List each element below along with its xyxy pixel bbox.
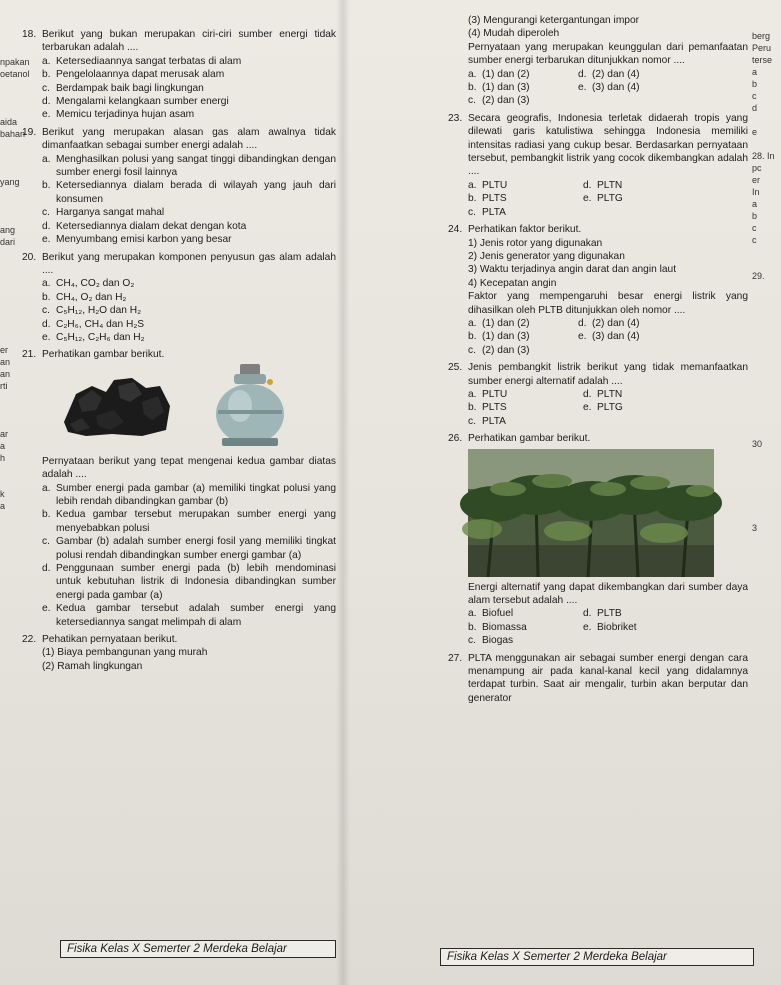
question-number: 26. bbox=[448, 433, 463, 445]
right-column bbox=[448, 14, 748, 709]
option-text: Pengelolaannya dapat merusak alam bbox=[56, 69, 225, 81]
option[interactable] bbox=[468, 94, 578, 107]
edge-fragment: a bbox=[0, 501, 6, 511]
option-row bbox=[448, 330, 748, 343]
edge-fragment bbox=[752, 114, 781, 126]
option-letter: c. bbox=[42, 207, 50, 219]
option-letter: b. bbox=[468, 331, 477, 343]
option[interactable] bbox=[22, 179, 336, 206]
option-text: Menyumbang emisi karbon yang besar bbox=[56, 234, 232, 246]
option-text: PLTS bbox=[482, 402, 507, 414]
option[interactable] bbox=[22, 95, 336, 108]
option-letter: a. bbox=[42, 482, 51, 494]
edge-fragment: rti bbox=[0, 381, 8, 391]
option-letter: d. bbox=[578, 317, 587, 329]
option-letter: b. bbox=[42, 291, 51, 303]
option-letter: e. bbox=[583, 621, 592, 633]
option[interactable] bbox=[578, 317, 688, 330]
option-row bbox=[448, 179, 748, 192]
edge-fragment bbox=[0, 92, 20, 104]
edge-fragment bbox=[752, 342, 781, 354]
option-text: Biobriket bbox=[597, 621, 637, 633]
edge-fragment: In bbox=[752, 187, 760, 197]
question-number: 20. bbox=[22, 251, 37, 263]
option[interactable] bbox=[22, 508, 336, 535]
edge-fragment: c bbox=[752, 223, 757, 233]
option-letter: d. bbox=[42, 318, 51, 330]
edge-fragment: oetanol bbox=[0, 69, 30, 79]
option-row bbox=[448, 415, 748, 428]
edge-fragment: ang bbox=[0, 225, 16, 235]
option-row bbox=[448, 206, 748, 219]
option-letter: d. bbox=[578, 68, 587, 80]
question-24 bbox=[448, 223, 748, 357]
factor-item: 3) Waktu terjadinya angin darat dan angin laut bbox=[468, 264, 677, 276]
edge-fragment: terse bbox=[752, 55, 773, 65]
option-text: Gambar (b) adalah sumber energi fosil yang memiliki tingkat polusi rendah dibandingkan sumber energi gambar (a) bbox=[56, 536, 336, 561]
option-text: (1) dan (2) bbox=[482, 317, 530, 329]
option[interactable] bbox=[468, 401, 583, 414]
option[interactable] bbox=[468, 179, 583, 192]
option-letter: b. bbox=[42, 69, 51, 81]
edge-fragment bbox=[0, 392, 20, 404]
edge-fragment: 30 bbox=[752, 439, 763, 449]
option-row bbox=[448, 401, 748, 414]
question-19 bbox=[22, 126, 336, 247]
edge-fragment bbox=[752, 366, 781, 378]
option[interactable] bbox=[583, 179, 698, 192]
edge-fragment bbox=[0, 104, 20, 116]
factor-item: 4) Kecepatan angin bbox=[468, 277, 557, 289]
edge-fragment bbox=[0, 152, 20, 164]
edge-fragment bbox=[752, 282, 781, 294]
option-letter: d. bbox=[583, 388, 592, 400]
option[interactable] bbox=[468, 206, 583, 219]
statement-item: (1) Biaya pembangunan yang murah bbox=[42, 647, 208, 659]
edge-fragment bbox=[0, 212, 20, 224]
question-number: 19. bbox=[22, 126, 37, 138]
edge-fragment: b bbox=[752, 79, 758, 89]
edge-fragment: h bbox=[0, 453, 6, 463]
option-letter: b. bbox=[468, 193, 477, 205]
question-stem: PLTA menggunakan air sebagai sumber energi dengan cara menampung air pada kanal-kanal kecil yang didalamnya terdapat turbin. Saat air mengalir, turbin akan berputar dan generator bbox=[468, 652, 748, 704]
option-letter: c. bbox=[468, 206, 476, 218]
option-text: Kedua gambar tersebut adalah sumber energi yang ketersediannya sangat melimpah di alam bbox=[56, 603, 336, 628]
question-stem: Secara geografis, Indonesia terletak didaerah tropis yang dilewati garis katulistiwa sehingga Indonesia memiliki intensitas radiasi yang cukup besar. Berdasarkan pernyataan tersebut, pembangkit listrik yang cocok dikembangkan adalah .... bbox=[468, 112, 748, 178]
option-text: PLTN bbox=[597, 179, 623, 191]
option-letter: d. bbox=[42, 96, 51, 108]
option-text: (1) dan (3) bbox=[482, 331, 530, 343]
option[interactable] bbox=[22, 55, 336, 68]
factor-item: 1) Jenis rotor yang digunakan bbox=[468, 237, 603, 249]
edge-fragment bbox=[0, 248, 20, 260]
option-text: PLTU bbox=[482, 179, 508, 191]
palm-plantation-image bbox=[468, 449, 714, 577]
option-text: Biofuel bbox=[482, 608, 514, 620]
edge-fragment bbox=[0, 416, 20, 428]
option-letter: a. bbox=[468, 317, 477, 329]
option-letter: d. bbox=[583, 179, 592, 191]
option-text: (2) dan (4) bbox=[592, 317, 640, 329]
option-text: PLTN bbox=[597, 388, 623, 400]
question-number: 23. bbox=[448, 112, 463, 124]
edge-fragment: c bbox=[752, 235, 757, 245]
edge-fragment bbox=[752, 498, 781, 510]
option-letter: d. bbox=[42, 220, 51, 232]
option-text: (3) dan (4) bbox=[592, 82, 640, 94]
question-27 bbox=[448, 652, 748, 706]
option-text: (1) dan (2) bbox=[482, 68, 530, 80]
question-18 bbox=[22, 28, 336, 122]
option-text: C₅H₁₂, C₂H₆ dan H₂ bbox=[56, 331, 145, 343]
option-text: Biogas bbox=[482, 635, 514, 647]
edge-fragment: berg bbox=[752, 31, 771, 41]
option-text: (2) dan (3) bbox=[482, 95, 530, 107]
edge-fragment: 3 bbox=[752, 523, 758, 533]
option-text: C₅H₁₂, H₂O dan H₂ bbox=[56, 305, 142, 317]
option-row bbox=[448, 388, 748, 401]
option-letter: e. bbox=[583, 402, 592, 414]
edge-fragment: ar bbox=[0, 429, 9, 439]
option[interactable] bbox=[578, 81, 688, 94]
option-text: Sumber energi pada gambar (a) memiliki tingkat polusi yang lebih rendah dibandingkan gambar (b) bbox=[56, 482, 336, 507]
option-text: PLTA bbox=[482, 415, 506, 427]
option-letter: e. bbox=[578, 82, 587, 94]
edge-fragment bbox=[0, 476, 20, 488]
option-text: CH₄, CO₂ dan O₂ bbox=[56, 278, 135, 290]
option-letter: d. bbox=[42, 563, 51, 574]
option-letter: c. bbox=[468, 415, 476, 427]
edge-fragment bbox=[752, 510, 781, 522]
statement-item: (3) Mengurangi ketergantungan impor bbox=[468, 15, 640, 26]
option-row bbox=[448, 94, 748, 107]
option-letter: a. bbox=[42, 278, 51, 290]
option-text: Ketersediaannya sangat terbatas di alam bbox=[56, 55, 242, 67]
edge-fragment bbox=[0, 80, 20, 92]
option[interactable] bbox=[583, 192, 698, 205]
option-letter: a. bbox=[42, 153, 51, 165]
option[interactable] bbox=[468, 634, 583, 647]
factor-item: 2) Jenis generator yang digunakan bbox=[468, 250, 625, 262]
edge-fragment: yang bbox=[0, 177, 20, 187]
edge-fragment bbox=[752, 450, 781, 462]
option[interactable] bbox=[22, 206, 336, 219]
gas-cylinder-image bbox=[210, 364, 290, 446]
edge-fragment: aida bbox=[0, 117, 18, 127]
edge-fragment: dari bbox=[0, 237, 16, 247]
edge-fragment: bahan bbox=[0, 129, 26, 139]
edge-fragment bbox=[752, 138, 781, 150]
option-letter: a. bbox=[468, 388, 477, 400]
edge-fragment bbox=[0, 164, 20, 176]
option-letter: e. bbox=[42, 603, 51, 615]
edge-fragment bbox=[752, 474, 781, 486]
option-letter: a. bbox=[42, 55, 51, 67]
option[interactable] bbox=[22, 318, 336, 331]
footer-left: Fisika Kelas X Semerter 2 Merdeka Belajar bbox=[60, 940, 336, 958]
option[interactable] bbox=[468, 621, 583, 634]
edge-fragment: Peru bbox=[752, 43, 772, 53]
option-letter: a. bbox=[468, 68, 477, 80]
edge-fragment bbox=[752, 486, 781, 498]
option[interactable] bbox=[22, 331, 336, 344]
option-letter: b. bbox=[42, 509, 51, 521]
question-stem: Berikut yang merupakan alasan gas alam awalnya tidak dimanfaatkan sebagai sumber energi adalah .... bbox=[42, 126, 336, 152]
option[interactable] bbox=[22, 535, 336, 562]
question-stem: Perhatikan gambar berikut. bbox=[468, 433, 591, 445]
page-crease bbox=[336, 0, 350, 985]
edge-fragment: a bbox=[752, 67, 758, 77]
question-stem: Perhatikan gambar berikut. bbox=[42, 349, 165, 361]
question-stem: Pehatikan pernyataan berikut. bbox=[42, 634, 178, 646]
question-number: 21. bbox=[22, 349, 37, 361]
footer-right: Fisika Kelas X Semerter 2 Merdeka Belajar bbox=[440, 948, 754, 966]
right-edge-fragments bbox=[752, 30, 781, 534]
edge-fragment bbox=[752, 462, 781, 474]
question-23 bbox=[448, 112, 748, 219]
option-letter: a. bbox=[468, 608, 477, 620]
edge-fragment bbox=[752, 414, 781, 426]
question-number: 22. bbox=[22, 634, 37, 646]
option-text: PLTG bbox=[597, 402, 623, 414]
edge-fragment bbox=[752, 354, 781, 366]
question-26 bbox=[448, 432, 748, 647]
edge-fragment: e bbox=[752, 127, 758, 137]
edge-fragment: b bbox=[752, 211, 758, 221]
option-text: (3) dan (4) bbox=[592, 331, 640, 343]
question-21 bbox=[22, 348, 336, 629]
edge-fragment bbox=[0, 464, 20, 476]
edge-fragment bbox=[0, 260, 20, 272]
option-letter: e. bbox=[583, 193, 592, 205]
option[interactable] bbox=[468, 344, 578, 357]
edge-fragment: er bbox=[752, 175, 761, 185]
edge-fragment: 28. In bbox=[752, 151, 775, 161]
edge-fragment bbox=[752, 330, 781, 342]
option-text: (2) dan (3) bbox=[482, 344, 530, 356]
question-statement: Faktor yang mempengaruhi besar energi listrik yang dihasilkan oleh PLTB ditunjukkan oleh nomor .... bbox=[468, 291, 748, 316]
option[interactable] bbox=[22, 482, 336, 509]
option[interactable] bbox=[583, 621, 698, 634]
option[interactable] bbox=[22, 68, 336, 81]
edge-fragment bbox=[0, 296, 20, 308]
edge-fragment: d bbox=[752, 103, 758, 113]
question-stem: Berikut yang bukan merupakan ciri-ciri sumber energi tidak terbarukan adalah .... bbox=[42, 29, 336, 54]
edge-fragment bbox=[0, 140, 20, 152]
option-letter: c. bbox=[468, 344, 476, 356]
edge-fragment bbox=[752, 294, 781, 306]
option[interactable] bbox=[22, 220, 336, 233]
edge-fragment bbox=[752, 378, 781, 390]
edge-fragment bbox=[0, 404, 20, 416]
edge-fragment bbox=[0, 188, 20, 200]
option-letter: b. bbox=[468, 621, 477, 633]
question-22-continued bbox=[448, 14, 748, 108]
coal-image bbox=[62, 372, 172, 438]
edge-fragment bbox=[752, 306, 781, 318]
option-letter: b. bbox=[42, 180, 51, 192]
option-row bbox=[448, 634, 748, 647]
option-row bbox=[448, 81, 748, 94]
question-22 bbox=[22, 633, 336, 673]
option-row bbox=[448, 192, 748, 205]
option-text: Ketersediannya dialam dekat dengan kota bbox=[56, 220, 247, 232]
option-text: Kedua gambar tersebut merupakan sumber energi yang menyebabkan polusi bbox=[56, 509, 336, 534]
question-20 bbox=[22, 251, 336, 345]
edge-fragment bbox=[0, 200, 20, 212]
option-letter: e. bbox=[42, 234, 51, 246]
option-text: PLTB bbox=[597, 608, 622, 620]
question-number: 24. bbox=[448, 224, 463, 236]
option-text: Ketersediannya dialam berada di wilayah yang jauh dari konsumen bbox=[56, 180, 336, 205]
option-letter: c. bbox=[42, 305, 50, 317]
option-letter: e. bbox=[42, 109, 51, 121]
option-text: PLTS bbox=[482, 193, 507, 205]
edge-fragment bbox=[0, 332, 20, 344]
option-text: Penggunaan sumber energi pada (b) lebih mendominasi untuk kebutuhan listrik di Indonesia dibandingkan sumber energi pada gambar (a) bbox=[56, 563, 336, 601]
edge-fragment: an bbox=[0, 357, 11, 367]
option-row bbox=[448, 607, 748, 620]
edge-fragment bbox=[0, 284, 20, 296]
question-stem: Perhatikan faktor berikut. bbox=[468, 224, 582, 236]
option[interactable] bbox=[468, 330, 578, 343]
option-letter: b. bbox=[468, 402, 477, 414]
option-text: PLTU bbox=[482, 388, 508, 400]
question-stem: Berikut yang merupakan komponen penyusun gas alam adalah .... bbox=[42, 251, 336, 276]
option[interactable] bbox=[22, 82, 336, 95]
option-text: Harganya sangat mahal bbox=[56, 207, 165, 219]
option-row bbox=[448, 68, 748, 81]
option-letter: c. bbox=[42, 536, 50, 548]
question-statement: Pernyataan yang merupakan keunggulan dari pemanfaatan sumber energi terbarukan ditunjukkan nomor .... bbox=[468, 41, 748, 67]
question-statement: Pernyataan berikut yang tepat mengenai kedua gambar diatas adalah .... bbox=[42, 455, 336, 481]
option[interactable] bbox=[578, 68, 688, 81]
edge-fragment bbox=[752, 390, 781, 402]
edge-fragment: npakan bbox=[0, 57, 30, 67]
edge-fragment: 29. bbox=[752, 271, 765, 281]
option[interactable] bbox=[22, 277, 336, 290]
option-text: PLTG bbox=[597, 193, 623, 205]
option[interactable] bbox=[583, 401, 698, 414]
option-letter: c. bbox=[468, 635, 476, 647]
edge-fragment bbox=[752, 258, 781, 270]
option[interactable] bbox=[578, 330, 688, 343]
option-letter: d. bbox=[583, 608, 592, 620]
option[interactable] bbox=[468, 81, 578, 94]
option[interactable] bbox=[468, 415, 583, 428]
option[interactable] bbox=[22, 304, 336, 317]
option[interactable] bbox=[22, 108, 336, 121]
option-text: Menghasilkan polusi yang sangat tinggi dibandingkan dengan sumber energi fosil lainnya bbox=[56, 153, 336, 179]
option[interactable] bbox=[583, 607, 698, 620]
option[interactable] bbox=[468, 317, 578, 330]
option-text: (1) dan (3) bbox=[482, 82, 530, 94]
edge-fragment bbox=[0, 308, 20, 320]
statement-item: (2) Ramah lingkungan bbox=[42, 660, 143, 672]
option[interactable] bbox=[583, 388, 698, 401]
option[interactable] bbox=[22, 562, 336, 602]
option-text: PLTA bbox=[482, 206, 506, 218]
edge-fragment bbox=[752, 318, 781, 330]
edge-fragment: an bbox=[0, 369, 11, 379]
edge-fragment bbox=[0, 272, 20, 284]
option-letter: e. bbox=[578, 331, 587, 343]
edge-fragment: pc bbox=[752, 163, 762, 173]
option-text: Memicu terjadinya hujan asam bbox=[56, 109, 195, 121]
option[interactable] bbox=[468, 68, 578, 81]
option-row bbox=[448, 344, 748, 357]
option[interactable] bbox=[22, 602, 336, 629]
question-stem: Jenis pembangkit listrik berikut yang tidak memanfaatkan sumber energi alternatif adalah .... bbox=[468, 362, 748, 387]
option-row bbox=[448, 621, 748, 634]
option[interactable] bbox=[22, 153, 336, 180]
left-column bbox=[22, 28, 336, 677]
edge-fragment: a bbox=[752, 199, 758, 209]
edge-fragment bbox=[752, 246, 781, 258]
question-statement: Energi alternatif yang dapat dikembangkan dari sumber daya alam tersebut adalah .... bbox=[468, 581, 748, 606]
option-text: Mengalami kelangkaan sumber energi bbox=[56, 96, 229, 108]
edge-fragment: c bbox=[752, 91, 757, 101]
edge-fragment: a bbox=[0, 441, 6, 451]
question-number: 18. bbox=[22, 29, 37, 40]
option[interactable] bbox=[22, 291, 336, 304]
option-letter: e. bbox=[42, 331, 51, 343]
option-text: Berdampak baik bagi lingkungan bbox=[56, 82, 204, 94]
option-text: Biomassa bbox=[482, 621, 527, 633]
edge-fragment bbox=[0, 320, 20, 332]
option-text: C₂H₆, CH₄ dan H₂S bbox=[56, 318, 145, 330]
option-letter: c. bbox=[468, 95, 476, 107]
edge-fragment: er bbox=[0, 345, 9, 355]
option[interactable] bbox=[468, 607, 583, 620]
option[interactable] bbox=[468, 388, 583, 401]
option-letter: c. bbox=[42, 82, 50, 94]
option[interactable] bbox=[468, 192, 583, 205]
question-number: 25. bbox=[448, 362, 463, 374]
edge-fragment bbox=[752, 402, 781, 414]
option-text: (2) dan (4) bbox=[592, 68, 640, 80]
question-21-images bbox=[42, 364, 336, 449]
option-letter: b. bbox=[468, 82, 477, 94]
option[interactable] bbox=[22, 233, 336, 246]
question-number: 27. bbox=[448, 652, 463, 664]
edge-fragment bbox=[752, 426, 781, 438]
option-text: CH₄, O₂ dan H₂ bbox=[56, 291, 127, 303]
statement-item: (4) Mudah diperoleh bbox=[468, 28, 560, 40]
question-25 bbox=[448, 361, 748, 428]
option-letter: a. bbox=[468, 179, 477, 191]
option-row bbox=[448, 317, 748, 330]
edge-fragment: k bbox=[0, 489, 5, 499]
